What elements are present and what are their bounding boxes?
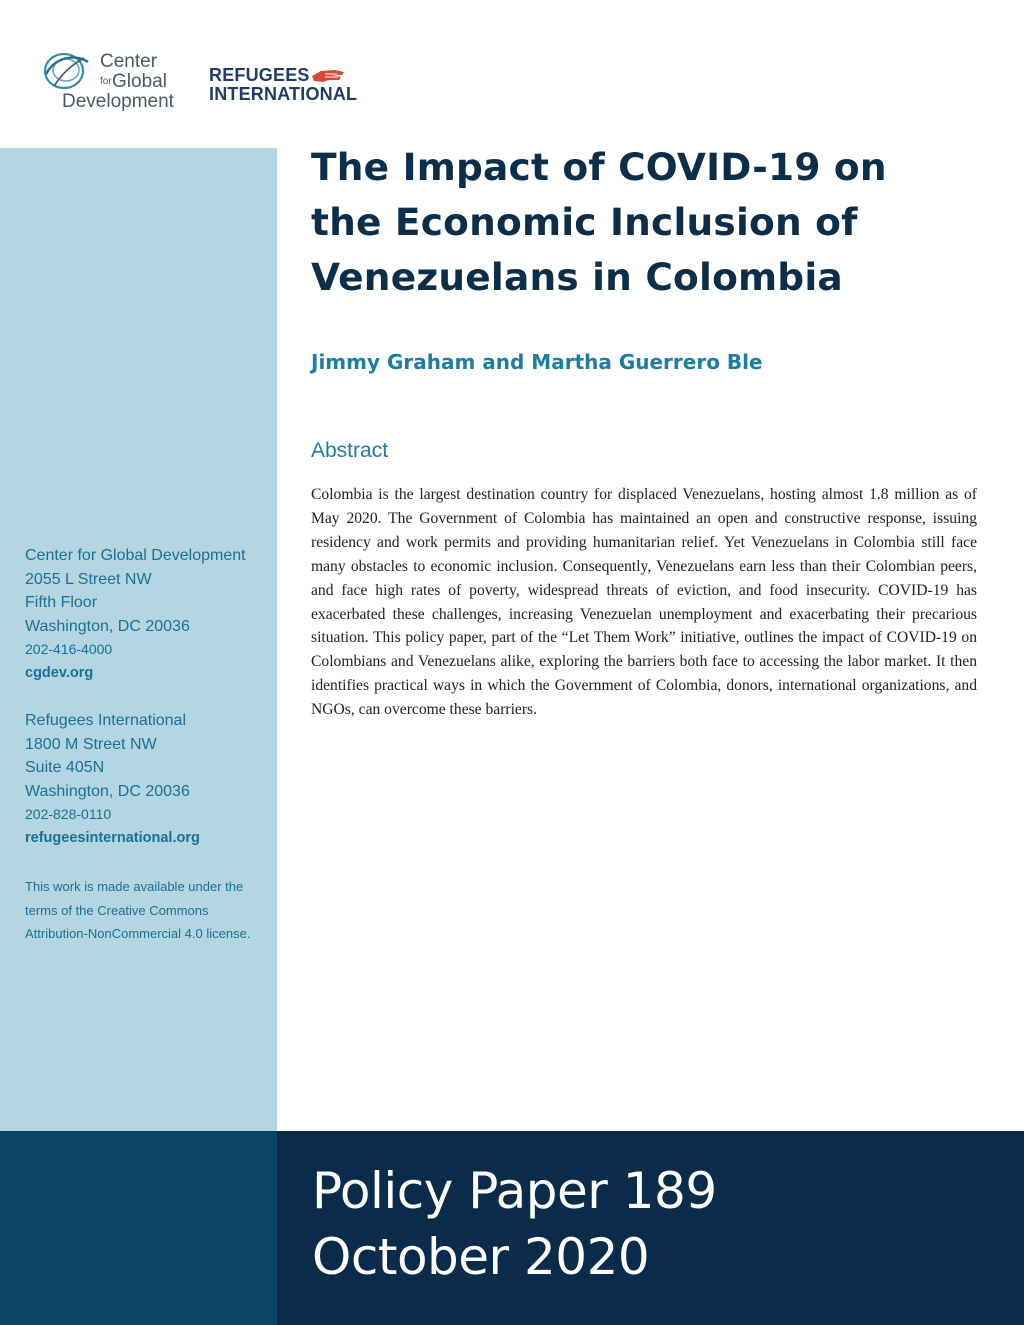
floor: Fifth Floor bbox=[25, 594, 98, 611]
license-note: This work is made available under the terms of the Creative Commons Attribution-NonCommercial 4.0 license. bbox=[25, 879, 251, 941]
street: 2055 L Street NW bbox=[25, 570, 152, 588]
page-title: The Impact of COVID-19 on the Economic Inclusion of Venezuelans in Colombia bbox=[311, 145, 887, 299]
authors: Jimmy Graham and Martha Guerrero Ble bbox=[311, 350, 763, 374]
abstract-heading: Abstract bbox=[311, 439, 389, 462]
ri-address bbox=[25, 709, 200, 850]
paper-number: Policy Paper 189 bbox=[312, 1162, 717, 1220]
cgd-logo-text: Center forGlobal Development bbox=[62, 51, 174, 112]
refugees-international-logo: REFUGEES INTERNATIONAL bbox=[209, 65, 358, 104]
phone: 202-416-4000 bbox=[25, 641, 113, 657]
publication-date: October 2020 bbox=[312, 1228, 650, 1286]
website-link[interactable]: refugeesinternational.org bbox=[25, 829, 200, 846]
website-link[interactable]: cgdev.org bbox=[25, 664, 94, 681]
cgd-address bbox=[25, 544, 246, 685]
series-label bbox=[312, 1158, 717, 1290]
footer-left-block bbox=[0, 1131, 277, 1325]
org-name: Center for Global Development bbox=[25, 547, 246, 564]
org-name: Refugees International bbox=[25, 712, 186, 729]
hand-icon bbox=[311, 67, 345, 84]
city: Washington, DC 20036 bbox=[25, 782, 190, 800]
cgd-logo bbox=[40, 46, 190, 116]
abstract-body: Colombia is the largest destination country for displaced Venezuelans, hosting almost 1.8 million as of May 2020. The Government of Colombia has maintained an open and constructive response, issuing residency and work permits and providing humanitarian relief. Yet Venezuelans in Colombia still face many obstacles to economic inclusion. Consequently, Venezuelans earn less than their Colombian peers, and face high rates of poverty, widespread threats of eviction, and food insecurity. COVID-19 has exacerbated these challenges, increasing Venezuelan unemployment and exacerbating their precarious situation. This policy paper, part of the “Let Them Work” initiative, outlines the impact of COVID-19 on Colombians and Venezuelans alike, exploring the barriers both face to accessing the labor market. It then identifies practical ways in which the Government of Colombia, donors, international organizations, and NGOs, can overcome these barriers. bbox=[311, 486, 977, 719]
phone: 202-828-0110 bbox=[25, 806, 112, 822]
suite: Suite 405N bbox=[25, 759, 105, 776]
city: Washington, DC 20036 bbox=[25, 617, 190, 635]
street: 1800 M Street NW bbox=[25, 735, 157, 753]
